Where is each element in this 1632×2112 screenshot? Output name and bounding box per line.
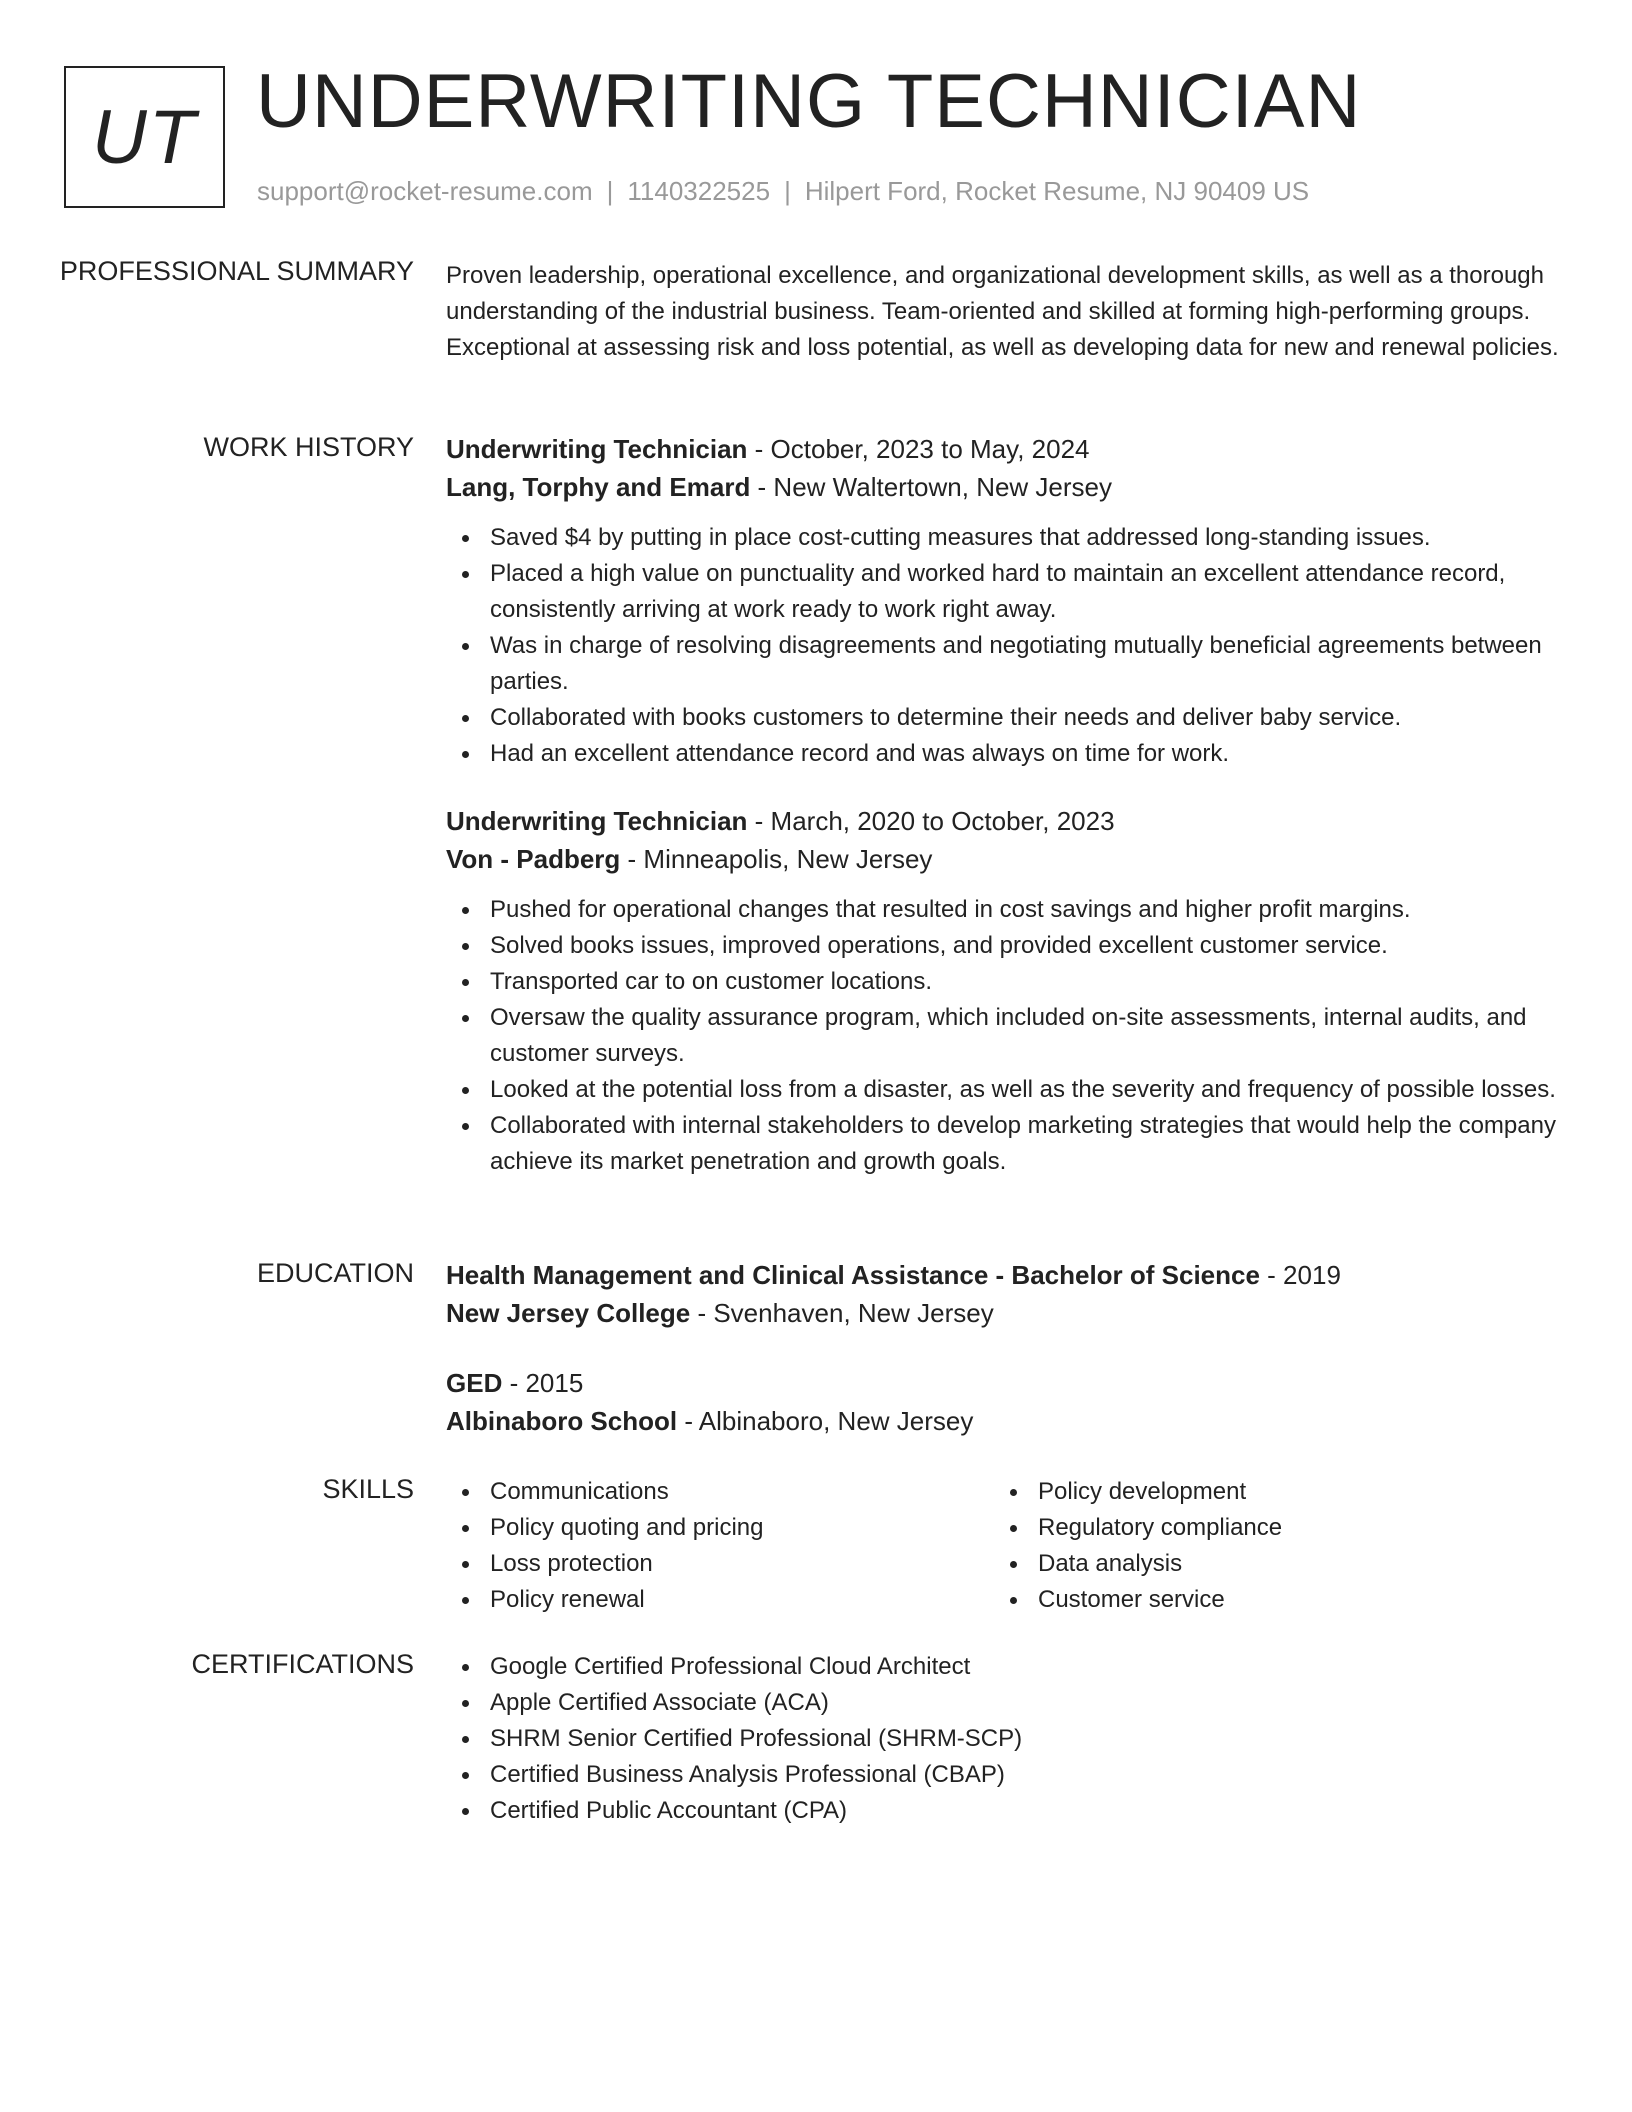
education-degree: Health Management and Clinical Assistance - Bachelor of Science — [446, 1260, 1260, 1290]
education-school: Albinaboro School — [446, 1406, 678, 1436]
education-label: EDUCATION — [256, 1258, 414, 1288]
education-school-line — [446, 1294, 1566, 1332]
job-bullet: Collaborated with internal stakeholders to develop marketing strategies that would help the company achieve its market penetration and growth goals. — [446, 1108, 1566, 1180]
job-title: Underwriting Technician — [446, 434, 748, 464]
job-title: Underwriting Technician — [446, 806, 748, 836]
job-bullet: Looked at the potential loss from a disaster, as well as the severity and frequency of possible losses. — [446, 1072, 1566, 1108]
education-location: - Albinaboro, New Jersey — [677, 1406, 974, 1436]
job-bullet: Collaborated with books customers to determine their needs and deliver baby service. — [446, 700, 1566, 736]
job-company: Lang, Torphy and Emard — [446, 472, 751, 502]
job-title-line — [446, 802, 1566, 840]
certifications-label: CERTIFICATIONS — [191, 1649, 414, 1679]
certification-item: SHRM Senior Certified Professional (SHRM-SCP) — [446, 1721, 1566, 1757]
skills-list-right — [994, 1474, 1542, 1618]
education-entry — [446, 1256, 1566, 1332]
job-company-line — [446, 840, 1566, 878]
job-bullet: Pushed for operational changes that resulted in cost savings and higher profit margins. — [446, 892, 1566, 928]
certifications-list — [446, 1649, 1566, 1829]
certification-item: Certified Business Analysis Professional (CBAP) — [446, 1757, 1566, 1793]
summary-text: Proven leadership, operational excellence, and organizational development skills, as well as a thorough understanding of the industrial business. Team-oriented and skilled at forming high-performing groups. Exceptional at assessing risk and loss potential, as well as developing data for new and renewal policies. — [446, 262, 1559, 361]
contact-separator: | — [784, 176, 791, 206]
job-entry — [446, 430, 1566, 772]
certification-item: Certified Public Accountant (CPA) — [446, 1793, 1566, 1829]
certification-item: Apple Certified Associate (ACA) — [446, 1685, 1566, 1721]
contact-phone: 1140322525 — [627, 176, 771, 206]
skills-columns — [446, 1474, 1566, 1618]
job-bullets — [446, 892, 1566, 1180]
job-location: - Minneapolis, New Jersey — [620, 844, 933, 874]
job-company-line — [446, 468, 1566, 506]
skill-item: Loss protection — [446, 1546, 994, 1582]
education-year: - 2019 — [1259, 1260, 1341, 1290]
contact-separator: | — [606, 176, 614, 206]
work-history-label: WORK HISTORY — [203, 432, 414, 462]
skill-item: Communications — [446, 1474, 994, 1510]
monogram-box — [64, 66, 225, 208]
education-school-line — [446, 1402, 1566, 1440]
skills-list-left — [446, 1474, 994, 1618]
job-dates: - March, 2020 to October, 2023 — [747, 806, 1115, 836]
monogram-initials: UT — [91, 94, 198, 180]
skill-item: Data analysis — [994, 1546, 1542, 1582]
skills-label: SKILLS — [322, 1474, 414, 1504]
job-bullet: Saved $4 by putting in place cost-cutting measures that addressed long-standing issues. — [446, 520, 1566, 556]
education-degree: GED — [446, 1368, 503, 1398]
job-entry — [446, 802, 1566, 1180]
job-bullet: Had an excellent attendance record and was always on time for work. — [446, 736, 1566, 772]
job-company: Von - Padberg — [446, 844, 621, 874]
education-school: New Jersey College — [446, 1298, 691, 1328]
job-bullets — [446, 520, 1566, 772]
education-degree-line — [446, 1364, 1566, 1402]
job-bullet: Was in charge of resolving disagreements and negotiating mutually beneficial agreements between parties. — [446, 628, 1566, 700]
contact-address: Hilpert Ford, Rocket Resume, NJ 90409 US — [804, 176, 1310, 206]
skill-item: Customer service — [994, 1582, 1542, 1618]
education-location: - Svenhaven, New Jersey — [690, 1298, 994, 1328]
job-title-line — [446, 430, 1566, 468]
education-year: - 2015 — [502, 1368, 584, 1398]
job-bullet: Placed a high value on punctuality and worked hard to maintain an excellent attendance record, consistently arriving at work ready to work right away. — [446, 556, 1566, 628]
skill-item: Regulatory compliance — [994, 1510, 1542, 1546]
job-bullet: Oversaw the quality assurance program, which included on-site assessments, internal audits, and customer surveys. — [446, 1000, 1566, 1072]
summary-label: PROFESSIONAL SUMMARY — [59, 256, 414, 286]
skill-item: Policy quoting and pricing — [446, 1510, 994, 1546]
contact-email: support@rocket-resume.com — [257, 176, 593, 206]
skill-item: Policy renewal — [446, 1582, 994, 1618]
skill-item: Policy development — [994, 1474, 1542, 1510]
job-location: - New Waltertown, New Jersey — [750, 472, 1113, 502]
certification-item: Google Certified Professional Cloud Architect — [446, 1649, 1566, 1685]
contact-line — [257, 176, 1309, 207]
education-degree-line — [446, 1256, 1566, 1294]
resume-title: UNDERWRITING TECHNICIAN — [256, 59, 1362, 144]
job-bullet: Transported car to on customer locations. — [446, 964, 1566, 1000]
job-dates: - October, 2023 to May, 2024 — [747, 434, 1090, 464]
education-entry — [446, 1364, 1566, 1440]
job-bullet: Solved books issues, improved operations, and provided excellent customer service. — [446, 928, 1566, 964]
